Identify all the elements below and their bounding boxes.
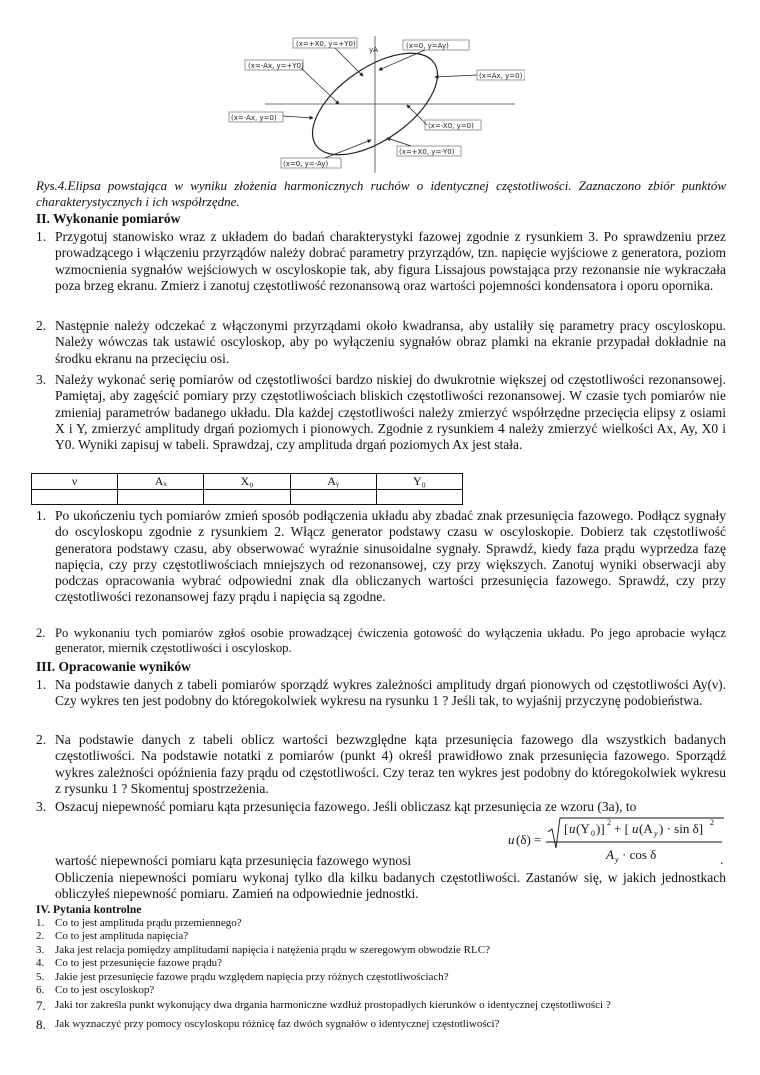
- item-number: 2.: [36, 318, 47, 333]
- list-item: [36, 732, 726, 797]
- table-header: ν: [32, 474, 118, 490]
- table-header: Y₀: [376, 474, 462, 490]
- item-text: Następnie należy odczekać z włączonymi przyrządami około kwadransa, aby ustaliły się parametry pracy oscyloskopu. Należy wówczas tak ustawić oscyloskop, aby po wyłączeniu sygnałów obraz plamki na ekranie przypadał dokładnie na środku ekranu na przecięciu osi.: [55, 318, 726, 366]
- svg-text:+ [: + [: [614, 821, 629, 836]
- figure-caption: Rys.4.Elipsa powstająca w wyniku złożenia harmonicznych ruchów o identycznej częstotliwości. Zaznaczono zbiór punktów charakterystycznych i ich współrzędne.: [36, 178, 726, 209]
- section-4-title: IV. Pytania kontrolne: [36, 904, 142, 916]
- list-item: [36, 626, 726, 656]
- svg-text:0: 0: [591, 829, 595, 838]
- fig-label: (x=0, y=Ay): [406, 42, 449, 50]
- item-text: Po wykonaniu tych pomiarów zgłoś osobie prowadzącej ćwiczenia gotowość do wyłączenia układu. Po jego aprobacie wyłącz generator, miernik częstotliwości i oscyloskop.: [55, 626, 726, 655]
- table-header: Aₓ: [118, 474, 204, 490]
- list-item: 8. Jak wyznaczyć przy pomocy oscyloskopu różnicę faz dwóch sygnałów o identycznej częstotliwości?: [36, 1017, 500, 1033]
- item-text: Należy wykonać serię pomiarów od częstotliwości bardzo niskiej do dwukrotnie większej od częstotliwości rezonansowej. Pamiętaj, aby zagęścić pomiary przy częstotliwościach bliskich częstotliwości rezonansowej. W czasie tych pomiarów nie zmieniaj parametrów badanego układu. Dla każdej częstotliwości należy zmierzyć współrzędne przecięcia elipsy z osiami X i Y, zmierzyć amplitudy drgań poziomych i pionowych. Zgodnie z rysunkiem 4 należy zmierzyć wielkości Ax, Ay, X0 i Y0. Wyniki zapisuj w tabeli. Sprawdzaj, czy amplituda drgań poziomych Ax jest stała.: [55, 372, 726, 453]
- item-text: Oszacuj niepewność pomiaru kąta przesunięcia fazowego. Jeśli obliczasz kąt przesunięcia ze wzoru (3a), to: [55, 799, 637, 814]
- sentence-end: .: [720, 852, 724, 867]
- list-item: 6. Co to jest oscyloskop?: [36, 983, 155, 996]
- svg-text:A: A: [606, 847, 614, 862]
- table-header: X₀: [204, 474, 290, 490]
- list-item: 2. Co to jest amplituda napięcia?: [36, 930, 189, 943]
- item-text: Przygotuj stanowisko wraz z układem do badań charakterystyki fazowej zgodnie z rysunkiem 3. Po sprawdzeniu przez prowadzącego i włączeniu przyrządów należy dobrać parametry przyrządów, tzn. napięcie wyjściowe z generatora, poziom wzmocnienia sygnałów wejściowych w oscyloskopie tak, aby figura Lissajous powstająca przy rezonansie nie wykraczała poza brzeg ekranu. Zmierz i zanotuj częstotliwość rezonansową oraz wartości pojemności kondensatora i oporu opornika.: [55, 229, 726, 293]
- svg-text:· cos δ: · cos δ: [622, 847, 657, 862]
- list-item: 5. Jakie jest przesunięcie fazowe prądu względem napięcia przy różnych częstotliwościach?: [36, 970, 449, 983]
- item-number: 1.: [36, 677, 47, 692]
- list-item: [36, 318, 726, 367]
- section-2-title: II. Wykonanie pomiarów: [36, 211, 181, 226]
- svg-text:y: y: [615, 855, 619, 864]
- fig-label: (x=+X0, y=+Y0): [296, 40, 356, 48]
- table-cell[interactable]: [290, 490, 376, 505]
- list-item: [36, 677, 726, 710]
- svg-text:(A: (A: [639, 821, 653, 836]
- svg-text:u: u: [569, 821, 576, 836]
- svg-text:2: 2: [607, 818, 611, 827]
- svg-text:(Y: (Y: [576, 821, 590, 836]
- table-header-row: [32, 474, 463, 490]
- item-number: 3.: [36, 799, 47, 814]
- fig-label: yA: [369, 46, 378, 54]
- svg-text:2: 2: [710, 818, 714, 827]
- table-header: Aᵧ: [290, 474, 376, 490]
- item-number: 3.: [36, 372, 47, 387]
- table-cell[interactable]: [204, 490, 290, 505]
- fig-label: (x=-Ax, y=+Y0): [248, 62, 304, 70]
- list-item: 7. Jaki tor zakreśla punkt wykonujący dwa drgania harmoniczne wzdłuż prostopadłych kierunków o identycznej częstotliwości ?: [36, 998, 611, 1014]
- item-number: 2.: [36, 732, 47, 747]
- svg-text:y: y: [654, 829, 658, 838]
- fig-label: (x=+X0, y=-Y0): [399, 148, 455, 156]
- table-row: [32, 490, 463, 505]
- table-cell[interactable]: [376, 490, 462, 505]
- fig-label: (x=-X0, y=0): [428, 122, 474, 130]
- list-item: 4. Co to jest przesunięcie fazowe prądu?: [36, 957, 223, 970]
- item-text-continued: [36, 870, 726, 903]
- list-item: 1. Co to jest amplituda prądu przemiennego?: [36, 917, 242, 929]
- item-number: 1.: [36, 229, 47, 244]
- fig-label: (x=Ax, y=0): [479, 72, 523, 80]
- item-text-continued: [36, 853, 726, 869]
- list-item: [36, 229, 726, 294]
- svg-text:[: [: [564, 821, 569, 836]
- fig-label: (x=-Ax, y=0): [231, 114, 277, 122]
- item-text: Na podstawie danych z tabeli oblicz wartości bezwzględne kąta przesunięcia fazowego dla wszystkich badanych częstotliwości. Na podstawie notatki z pomiarów (punkt 4) określ prawidłowo znak przesunięcia fazowego. Sporządź wykres zależności opóźnienia fazy prądu od częstotliwości. Czy teraz ten wykres jest podobny do któregokolwiek wykresu z rysunku 1 ? Skomentuj spostrzeżenia.: [55, 732, 726, 796]
- item-number: 1.: [36, 508, 47, 523]
- item-text: wartość niepewności pomiaru kąta przesunięcia fazowego wynosi: [55, 853, 412, 868]
- item-text: Po ukończeniu tych pomiarów zmień sposób podłączenia układu aby zbadać znak przesunięcia fazowego. Podłącz sygnały do oscyloskopu zgodnie z rysunkiem 2. Włącz generator podstawy czasu w oscyloskopie. Dobierz tak częstotliwość generatora podstawy czasu, aby obserwować wyraźnie sinusoidalne sygnały. Sprawdź, kiedy faza prądu wyprzedza fazę napięcia, czy przy częstotliwościach mniejszych od rezonansowej, czy przy większych. Zanotuj wyniki obserwacji aby podczas opracowania wybrać odpowiedni znak dla obliczanych wartości przesunięcia fazowego. Sprawdź, czy przy częstotliwości rezonansowej fazy prądu i napięcia są zgodne.: [55, 508, 726, 605]
- item-text: Na podstawie danych z tabeli pomiarów sporządź wykres zależności amplitudy drgań pionowych od częstotliwości Ay(ν). Czy wykres ten jest podobny do któregokolwiek wykresu na rysunku 1 ? Jeśli tak, to wyjaśnij przyczynę podobieństwa.: [55, 677, 726, 709]
- svg-text:u: u: [632, 821, 639, 836]
- svg-text:)]: )]: [596, 821, 605, 836]
- table-cell[interactable]: [118, 490, 204, 505]
- list-item: 3. Jaka jest relacja pomiędzy amplitudami napięcia i natężenia prądu w szeregowym obwodzie RLC?: [36, 943, 490, 956]
- item-number: 2.: [36, 626, 46, 640]
- measurement-table: [31, 473, 463, 505]
- svg-text:(δ) =: (δ) =: [516, 832, 542, 847]
- item-text: Obliczenia niepewności pomiaru wykonaj tylko dla kilku badanych częstotliwości. Zastanów się, w jakich jednostkach obliczyłeś niepewność pomiaru. Zamień na odpowiednie jednostki.: [55, 870, 726, 902]
- control-questions: [36, 917, 736, 1035]
- table-cell[interactable]: [32, 490, 118, 505]
- list-item: [36, 372, 726, 453]
- fig-label: (x=0, y=-Ay): [283, 160, 329, 168]
- svg-text:) · sin δ]: ) · sin δ]: [659, 821, 704, 836]
- list-item: [36, 508, 726, 606]
- svg-text:u: u: [508, 832, 515, 847]
- section-3-title: III. Opracowanie wyników: [36, 659, 191, 674]
- ellipse-figure: [225, 28, 525, 176]
